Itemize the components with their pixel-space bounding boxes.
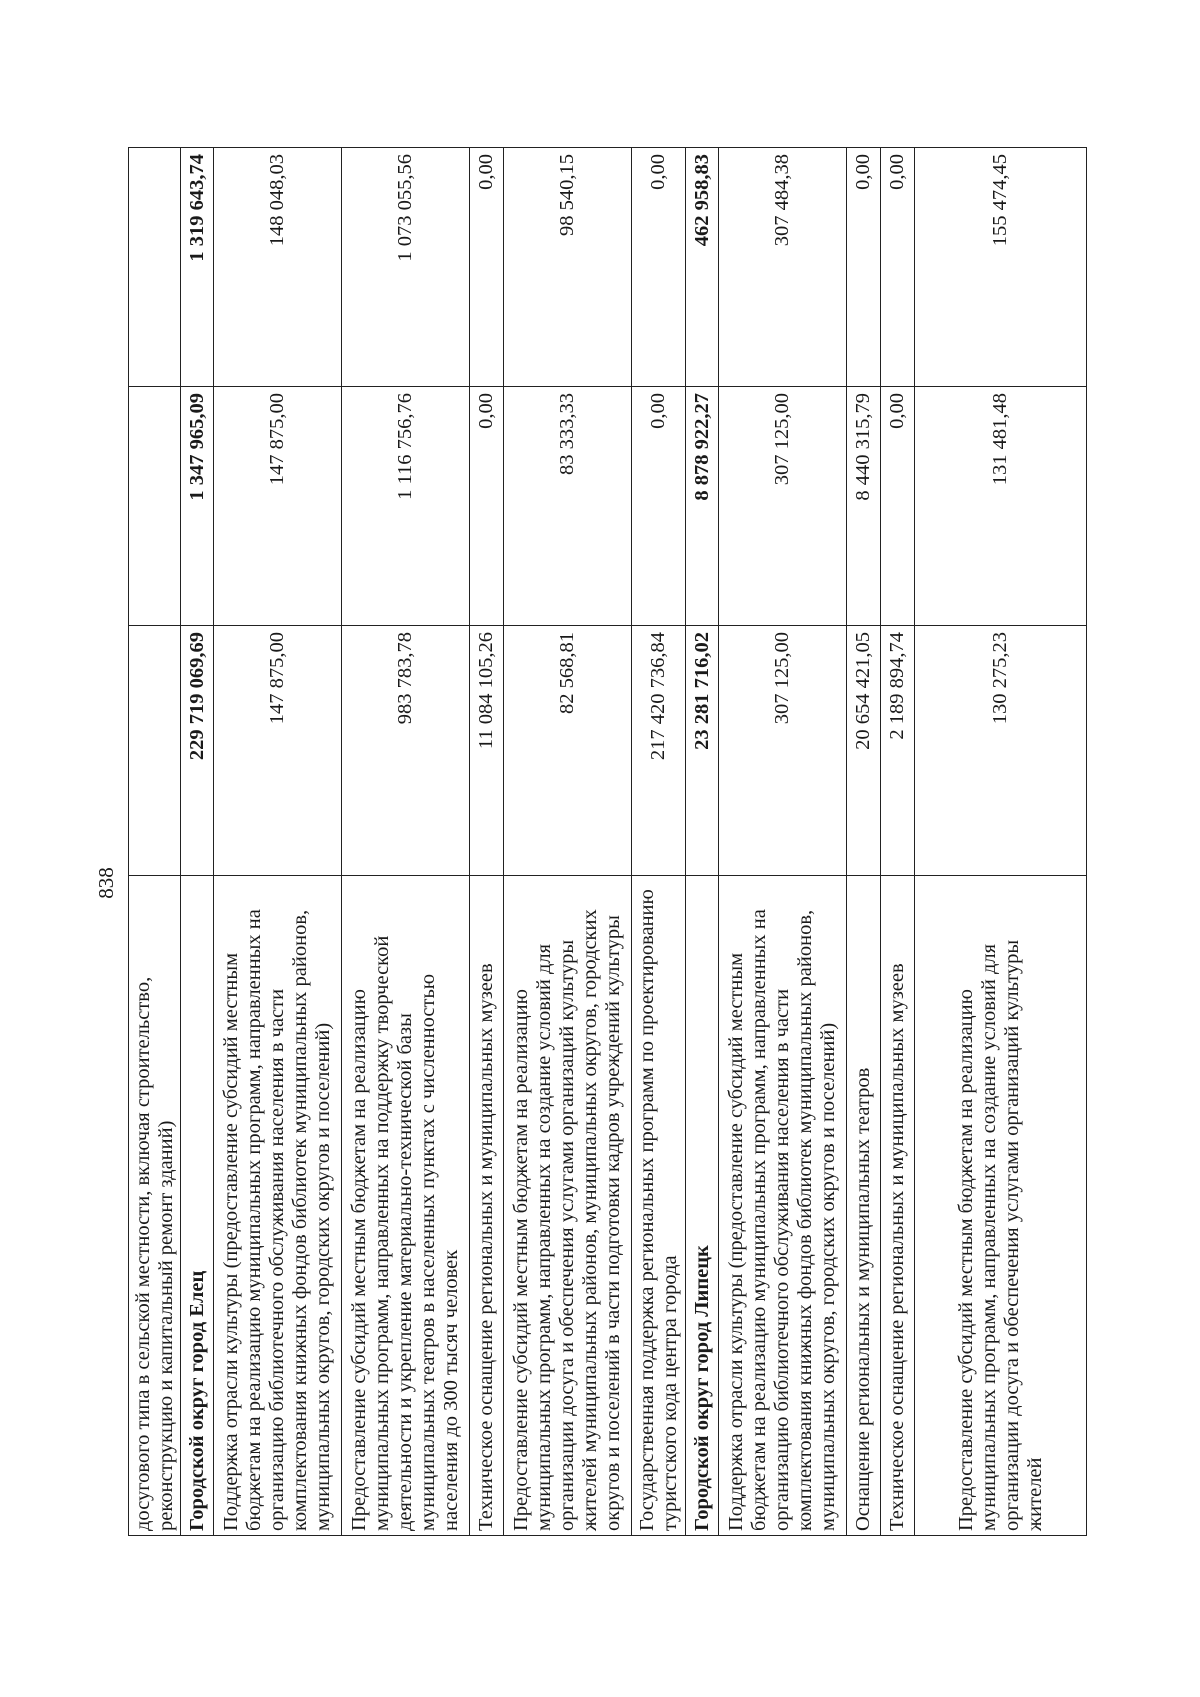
row-value-3: 1 319 643,74 [181,148,214,387]
row-description: Оснащение региональных и муниципальных театров [847,876,881,1536]
row-value-1 [129,626,181,876]
row-description: Поддержка отрасли культуры (предоставление субсидий местным бюджетам на реализацию муниципальных программ, направленных на организацию библиотечного обслуживания населения в части комплектования книжных фондов библиотек муниципальных районов, муниципальных округов, городских округов и поселений) [214,876,342,1536]
table-row [129,148,181,1536]
table-row [881,148,915,1536]
row-value-2: 8 878 922,27 [686,387,719,626]
table-row-district-total [181,148,214,1536]
row-value-3: 155 474,45 [915,148,1087,387]
row-value-2: 8 440 315,79 [847,387,881,626]
row-value-3: 98 540,15 [504,148,632,387]
table-row [342,148,470,1536]
row-description: Техническое оснащение региональных и муниципальных музеев [470,876,504,1536]
row-value-3 [129,148,181,387]
table-row [632,148,686,1536]
row-value-1: 20 654 421,05 [847,626,881,876]
row-value-2: 83 333,33 [504,387,632,626]
row-value-3: 1 073 055,56 [342,148,470,387]
row-value-1: 130 275,23 [915,626,1087,876]
table-row [214,148,342,1536]
row-description: Предоставление субсидий местным бюджетам на реализацию муниципальных программ, направленных на создание условий для организации досуга и обеспечения услугами организаций культуры жителей муниципальных районов, муниципальных округов, городских округов и поселений в части подготовки кадров учреждений культуры [504,876,632,1536]
table-row [504,148,632,1536]
row-value-1: 229 719 069,69 [181,626,214,876]
row-value-2: 307 125,00 [719,387,847,626]
row-description: Предоставление субсидий местным бюджетам на реализацию муниципальных программ, направленных на создание условий для организации досуга и обеспечения услугами организаций культуры жителей [915,876,1087,1536]
row-value-1: 2 189 894,74 [881,626,915,876]
row-value-3: 0,00 [847,148,881,387]
row-value-1: 11 084 105,26 [470,626,504,876]
row-value-1: 82 568,81 [504,626,632,876]
row-description: Техническое оснащение региональных и муниципальных музеев [881,876,915,1536]
row-description: Городской округ город Липецк [686,876,719,1536]
page-number: 838 [94,867,118,899]
table-row-district-total [686,148,719,1536]
table-row [847,148,881,1536]
table-row [915,148,1087,1536]
row-value-3: 462 958,83 [686,148,719,387]
row-value-1: 983 783,78 [342,626,470,876]
row-value-1: 147 875,00 [214,626,342,876]
row-value-3: 307 484,38 [719,148,847,387]
row-value-2: 1 347 965,09 [181,387,214,626]
row-description: Государственная поддержка региональных программ по проектированию туристского кода центра города [632,876,686,1536]
row-value-2: 131 481,48 [915,387,1087,626]
row-value-2: 0,00 [881,387,915,626]
row-value-3: 0,00 [470,148,504,387]
row-value-2: 1 116 756,76 [342,387,470,626]
row-value-3: 0,00 [881,148,915,387]
row-value-2: 0,00 [470,387,504,626]
row-description: Предоставление субсидий местным бюджетам на реализацию муниципальных программ, направленных на поддержку творческой деятельности и укрепление материально-технической базы муниципальных театров в населенных пунктах с численностью населения до 300 тысяч человек [342,876,470,1536]
row-description: Поддержка отрасли культуры (предоставление субсидий местным бюджетам на реализацию муниципальных программ, направленных на организацию библиотечного обслуживания населения в части комплектования книжных фондов библиотек муниципальных районов, муниципальных округов, городских округов и поселений) [719,876,847,1536]
row-description: Городской округ город Елец [181,876,214,1536]
budget-table-container [128,148,1086,1536]
table-row [470,148,504,1536]
row-value-1: 23 281 716,02 [686,626,719,876]
row-value-2: 0,00 [632,387,686,626]
table-row [719,148,847,1536]
row-value-2 [129,387,181,626]
row-value-3: 0,00 [632,148,686,387]
budget-table [128,147,1087,1536]
row-value-2: 147 875,00 [214,387,342,626]
row-value-3: 148 048,03 [214,148,342,387]
row-value-1: 307 125,00 [719,626,847,876]
row-value-1: 217 420 736,84 [632,626,686,876]
row-description: досугового типа в сельской местности, включая строительство, реконструкцию и капитальный ремонт зданий) [129,876,181,1536]
